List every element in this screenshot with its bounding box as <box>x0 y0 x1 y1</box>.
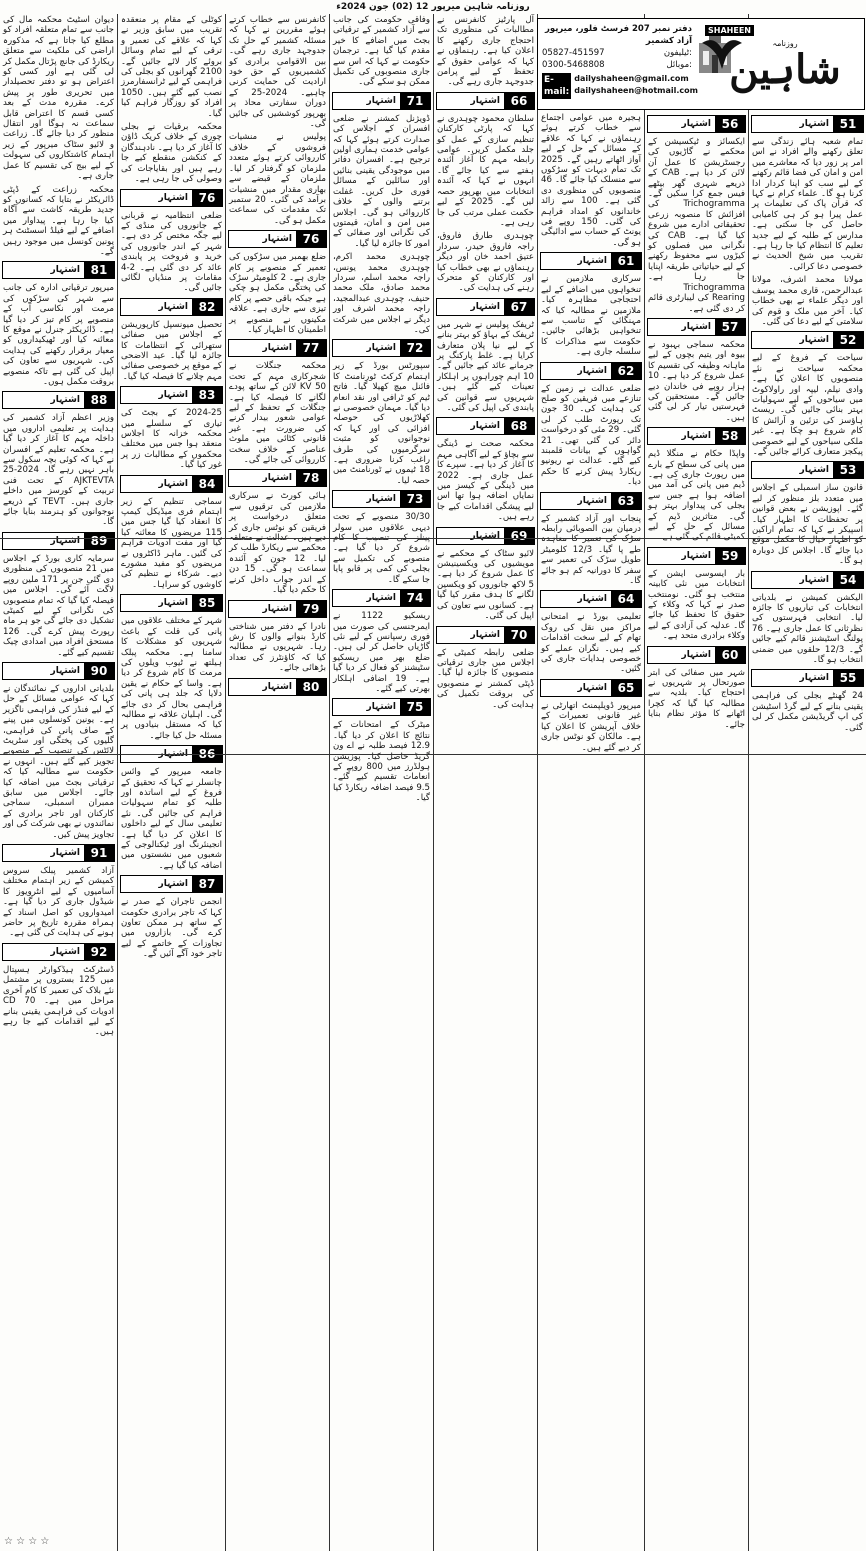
article-text: میرپور ترقیاتی ادارہ کی جانب سے شہر کی سڑکوں کی مرمت اور نکاسی آب کے منصوبے پر کام تیز کر دیا گیا ہے۔ ڈائریکٹر جنرل نے موقع کا معائنہ کیا اور ٹھیکیداروں کو معیار برقرار رکھنے کی ہدایت کی۔ شہریوں سے تعاون کی اپیل کی گئی ہے تاکہ منصوبے بروقت مکمل ہوں۔ <box>3 283 114 387</box>
notice-number: 61 <box>611 253 641 269</box>
column-7 <box>644 14 748 1551</box>
notice-label: اشتہار <box>262 234 292 245</box>
notice-number: 86 <box>192 746 222 762</box>
article-text: بلدیاتی اداروں کے نمائندگان نے کہا کہ عوامی مسائل کے حل کے لیے فنڈز کی فراہمی ناگزیر ہے۔ یونین کونسلوں میں پینے کے صاف پانی کی فراہمی، گلیوں کی پختگی اور سٹریٹ لائٹس کی تنصیب کے منصوبے تجویز کیے گئے ہیں۔ انہوں نے حکومت سے مطالبہ کیا کہ ترقیاتی بجٹ میں اضافہ کیا جائے۔ اجلاس میں سابق ممبران اسمبلی، سماجی کارکنان اور تاجر برادری کے نمائندوں نے بھی شرکت کی اور تجاویز پیش کیں۔ <box>3 683 114 840</box>
notice-box <box>647 427 746 445</box>
notice-number: 62 <box>611 363 641 379</box>
notice-number: 52 <box>833 332 863 348</box>
notice-number: 51 <box>833 116 863 132</box>
article-text: پنجاب اور آزاد کشمیر کے درمیان بین الصوبائی رابطہ سڑک کی تعمیر کا معاہدہ طے پا گیا۔ 12/3 کلومیٹر طویل سڑک کی تعمیر سے سفر کا دورانیہ کم ہو جائے گا۔ <box>541 513 641 587</box>
mobile-label: موبائل: <box>666 60 692 70</box>
notice-box <box>540 590 642 608</box>
notice-number: 77 <box>296 340 326 356</box>
notice-label: اشتہار <box>50 848 80 859</box>
article-text: محکمہ جنگلات نے شجرکاری مہم کے تحت 50 KV لائن کے ساتھ پودے لگانے کا فیصلہ کیا ہے۔ جنگلات کے تحفظ کے لیے عوامی شعور بیدار کرنے کی ضرورت ہے۔ غیر قانونی کٹائی میں ملوث عناصر کے خلاف سخت کارروائی کی جائے گی۔ <box>229 361 326 466</box>
notice-box <box>120 386 223 404</box>
article-text: محکمہ زراعت کے ڈپٹی ڈائریکٹر نے بتایا کہ کسانوں کو جدید طریقہ کاشت سے آگاہ کیا جا رہا ہے۔ پیداوار میں اضافے کے لیے فیلڈ اسسٹنٹ ہر یونین کونسل میں موجود رہیں گے۔ <box>3 184 114 257</box>
notice-label: اشتہار <box>681 431 711 442</box>
logo-tagline: روزنامہ <box>772 38 798 48</box>
notice-label: اشتہار <box>799 465 829 476</box>
article-text: وزیر اعظم آزاد کشمیر کی ہدایت پر تعلیمی اداروں میں داخلہ مہم کا آغاز کر دیا گیا ہے۔ محکمہ تعلیم کے افسران نے کہا کہ کوئی بچہ سکول سے باہر نہیں رہے گا۔ 2024-25 AJKTEVTA کے تحت فنی تربیت کے کورسز میں داخلے جاری ہیں۔ TEVT کے ذریعے نوجوانوں کو ہنرمند بنایا جائے گا۔ <box>3 413 114 528</box>
masthead <box>537 18 865 110</box>
article-text: سرمایہ کاری بورڈ کے اجلاس میں 21 منصوبوں کی منظوری دی گئی جن پر 171 ملین روپے لاگت آئے گی۔ اجلاس میں فیصلہ کیا گیا کہ تمام منصوبوں کی نگرانی کے لیے کمیٹی تشکیل دی جائے گی جو ہر ماہ رپورٹ پیش کرے گی۔ 126 مستحق افراد میں امدادی چیک تقسیم کیے گئے۔ <box>3 553 114 658</box>
notice-number: 91 <box>84 845 114 861</box>
notice-box <box>228 600 327 618</box>
notice-number: 67 <box>504 299 534 315</box>
article-text: واپڈا حکام نے منگلا ڈیم میں پانی کی سطح کے بارے میں رپورٹ جاری کی ہے۔ ڈیم میں پانی کی آمد میں اضافہ ہوا ہے جس سے بجلی کی پیداوار بہتر ہو گی۔ متاثرین ڈیم کے مسائل کے حل کے لیے کمیٹی قائم کی گئی ہے۔ <box>648 449 745 543</box>
article-text: پولیس نے منشیات فروشوں کے خلاف کارروائی کرتے ہوئے متعدد ملزمان کو گرفتار کر لیا۔ ملزمان کے قبضے سے بھاری مقدار میں منشیات برآمد کی گئی۔ 20 ستمبر تک مقدمات کی سماعت مکمل ہو گی۔ <box>229 132 326 226</box>
article-text: سرکاری ملازمین نے تنخواہوں میں اضافے کے لیے احتجاجی مظاہرہ کیا۔ ملازمین نے مطالبہ کیا کہ مہنگائی کے تناسب سے تنخواہیں بڑھائی جائیں۔ حکومت سے مذاکرات کا سلسلہ جاری ہے۔ <box>541 274 641 358</box>
notice-box <box>751 669 864 687</box>
notice-number: 57 <box>715 319 745 335</box>
notice-label: اشتہار <box>50 946 80 957</box>
notice-box <box>228 678 327 696</box>
notice-number: 65 <box>611 680 641 696</box>
tel-row <box>542 47 692 59</box>
notice-box <box>332 339 431 357</box>
column-5 <box>433 14 537 1551</box>
newspaper-logo <box>710 23 860 107</box>
tel-number: 05827-451597 <box>542 48 605 58</box>
office-address: دفتر نمبر 207 فرسٹ فلور، میرپور آزاد کشمیر <box>544 24 692 46</box>
notice-number: 80 <box>296 679 326 695</box>
article-text: وفاقی حکومت کی جانب سے آزاد کشمیر کے ترقیاتی بجٹ میں اضافے کا خیر مقدم کیا گیا ہے۔ ترجمان حکومت نے کہا کہ اس سے جاری منصوبوں کی تکمیل ممکن ہو سکے گی۔ <box>333 15 430 88</box>
notice-number: 72 <box>400 340 430 356</box>
notice-label: اشتہار <box>799 574 829 585</box>
notice-box <box>2 844 115 862</box>
notice-number: 63 <box>611 493 641 509</box>
column-8 <box>748 14 866 1551</box>
article-text: محکمہ برقیات نے بجلی چوری کے خلاف کریک ڈاؤن کا آغاز کر دیا ہے۔ نادہندگان کے کنکشن منقطع کیے جا رہے ہیں اور بقایاجات کی وصولی کی جا رہی ہے۔ <box>121 122 222 185</box>
notice-label: اشتہار <box>799 119 829 129</box>
notice-label: اشتہار <box>158 749 188 760</box>
notice-box <box>120 298 223 316</box>
article-text: سلطان محمود چوہدری نے کہا کہ پارٹی کارکنان تنظیم سازی کے عمل کو جلد مکمل کریں۔ عوامی رابطہ مہم کا آغاز آئندہ ہفتے سے کیا جائے گا۔ انہوں نے کہا کہ آئندہ انتخابات میں بھرپور حصہ لیں گے۔ 2025 کے لیے حکمت عملی مرتب کی جا رہی ہے۔ <box>437 113 534 228</box>
notice-label: اشتہار <box>158 301 188 312</box>
footer-stars: ☆ ☆ ☆ ☆ <box>4 1536 50 1547</box>
notice-box <box>540 362 642 380</box>
notice-number: 75 <box>400 699 430 715</box>
article-text: محکمہ صحت نے ڈینگی سے بچاؤ کے لیے آگاہی مہم کا آغاز کر دیا ہے۔ سپرے کا عمل جاری ہے۔ 2022 میں ڈینگی کے کیسز میں نمایاں اضافہ ہوا تھا اس لیے پیشگی اقدامات کیے جا رہے ہیں۔ <box>437 439 534 523</box>
logo-title: شاہین <box>729 45 841 93</box>
notice-number: 84 <box>192 476 222 492</box>
notice-label: اشتہار <box>681 119 711 129</box>
notice-box <box>332 92 431 110</box>
mobile-row <box>542 59 692 71</box>
notice-label: اشتہار <box>262 681 292 692</box>
notice-box <box>332 490 431 508</box>
notice-number: 59 <box>715 548 745 564</box>
notice-box <box>647 115 746 133</box>
notice-label: اشتہار <box>50 535 80 546</box>
article-text: ضلعی رابطہ کمیٹی کے اجلاس میں جاری ترقیاتی منصوبوں کا جائزہ لیا گیا۔ ڈپٹی کمشنر نے منصوبوں کی بروقت تکمیل کی ہدایت کی۔ <box>437 647 534 710</box>
notice-label: اشتہار <box>470 95 500 106</box>
notice-number: 55 <box>833 670 863 686</box>
notice-box <box>120 475 223 493</box>
article-text: لائیو سٹاک کے محکمے نے مویشیوں کی ویکسینیشن کا عمل شروع کر دیا ہے۔ 5 لاکھ جانوروں کو ویکسین لگانے کا ہدف مقرر کیا گیا ہے۔ کسانوں سے تعاون کی اپیل کی گئی۔ <box>437 548 534 622</box>
notice-box <box>2 261 115 279</box>
notice-label: اشتہار <box>262 473 292 484</box>
notice-number: 81 <box>84 262 114 278</box>
article-text: شہر میں صفائی کی ابتر صورتحال پر شہریوں نے احتجاج کیا۔ بلدیہ سے مطالبہ کیا گیا کہ کچرا اٹھانے کا مؤثر نظام بنایا جائے۔ <box>648 667 745 730</box>
article-text: سماجی تنظیم کے زیر اہتمام فری میڈیکل کیمپ کا انعقاد کیا گیا جس میں 115 مریضوں کا معائنہ کیا گیا اور مفت ادویات فراہم کی گئیں۔ ماہر ڈاکٹروں نے مریضوں کو مفید مشورے دیے۔ شرکاء نے تنظیم کی کاوشوں کو سراہا۔ <box>121 496 222 590</box>
mobile-number: 0300-5468808 <box>542 60 605 70</box>
article-text: ضلع بھمبر میں سڑکوں کی تعمیر کے منصوبے پر کام جاری ہے۔ 2 کلومیٹر سڑک کی پختگی مکمل ہو چکی ہے جبکہ باقی حصے پر کام تیزی سے جاری ہے۔ علاقہ مکینوں نے منصوبے پر اطمینان کا اظہار کیا۔ <box>229 252 326 335</box>
notice-box <box>540 252 642 270</box>
notice-box <box>436 298 535 316</box>
column-4 <box>329 14 433 1551</box>
notice-label: اشتہار <box>366 343 396 354</box>
notice-box <box>751 461 864 479</box>
notice-label: اشتہار <box>366 494 396 505</box>
notice-number: 54 <box>833 572 863 588</box>
article-text: مولانا محمد اشرف، مولانا عبدالرحمن، قاری محمد یوسف اور دیگر علماء نے بھی خطاب کیا۔ آخر میں ملک و قوم کی سلامتی کے لیے دعا کی گئی۔ <box>752 275 863 327</box>
notice-box <box>751 571 864 589</box>
article-text: شہر کے مختلف علاقوں میں پانی کی قلت کے باعث شہریوں کو مشکلات کا سامنا ہے۔ محکمہ پبلک ہیلتھ نے ٹیوب ویلوں کی مرمت کا کام شروع کر دیا ہے۔ واسا کے حکام نے یقین دلایا کہ جلد ہی پانی کی فراہمی بحال کر دی جائے گی۔ اہلیان علاقہ نے مطالبہ کیا کہ مستقل بنیادوں پر مسئلہ حل کیا جائے۔ <box>121 616 222 741</box>
notice-box <box>2 532 115 550</box>
article-text: ہائی کورٹ نے سرکاری ملازمین کی ترقیوں سے متعلق درخواست پر فریقین کو نوٹس جاری کر دیے ہیں۔ عدالت نے متعلقہ محکمے سے ریکارڈ طلب کر لیا۔ 12 جون کو آئندہ سماعت ہو گی۔ 15 دن کے اندر جواب داخل کرنے کا حکم دیا گیا۔ <box>229 491 326 596</box>
article-text: ڈسٹرکٹ ہیڈکوارٹر ہسپتال میں 125 بستروں پر مشتمل نئے بلاک کی تعمیر کا کام آخری مراحل میں ہے۔ 70 CD ادویات کی فراہمی یقینی بنانے کے لیے اقدامات کیے جا رہے ہیں۔ <box>3 964 115 1038</box>
notice-label: اشتہار <box>158 478 188 489</box>
notice-label: اشتہار <box>577 594 607 605</box>
notice-number: 76 <box>192 190 222 206</box>
article-text: قانون ساز اسمبلی کے اجلاس میں متعدد بلز منظور کر لیے گئے۔ اپوزیشن نے بعض قوانین پر تحفظات کا اظہار کیا۔ اسپیکر نے کہا کہ تمام اراکین کو اظہار خیال کا مکمل موقع دیا جائے گا۔ اجلاس کل دوبارہ ہو گا۔ <box>752 483 863 567</box>
notice-label: اشتہار <box>470 629 500 640</box>
notice-label: اشتہار <box>577 495 607 506</box>
notice-label: اشتہار <box>681 550 711 561</box>
notice-label: اشتہار <box>158 192 188 203</box>
notice-number: 60 <box>715 647 745 663</box>
notice-label: اشتہار <box>158 879 188 890</box>
notice-box <box>436 92 535 110</box>
column-3 <box>225 14 329 1551</box>
notice-number: 90 <box>84 663 114 679</box>
notice-box <box>647 646 746 664</box>
article-text: 30/30 منصوبے کے تحت دیہی علاقوں میں سولر پینلز کی تنصیب کا کام شروع کر دیا گیا ہے۔ منصوبے کی تکمیل سے بجلی کی کمی پر قابو پایا جا سکے گا۔ <box>333 512 430 585</box>
newspaper-page <box>0 14 866 1551</box>
article-text: دیوان اسٹیٹ محکمہ مال کی جانب سے تمام متعلقہ افراد کو مطلع کیا جاتا ہے کہ مذکورہ اراضی کی ملکیت سے متعلق ریکارڈ کی جانچ پڑتال مکمل کر لی گئی ہے اور کسی کو اعتراض ہو تو دفتر تحصیلدار میں تحریری طور پر پیش کرے۔ مقررہ مدت کے بعد کسی قسم کا اعتراض قابل سماعت نہ ہوگا اور انتقال منظور کر دیا جائے گا۔ زراعت و لائیو سٹاک میرپور کے زیر اہتمام کاشتکاروں کی سہولت کے لیے بیج کی تقسیم کا عمل جاری ہے۔ <box>3 15 114 182</box>
notice-number: 69 <box>504 528 534 544</box>
notice-label: اشتہار <box>366 593 396 604</box>
notice-box <box>540 679 642 697</box>
notice-number: 88 <box>84 392 114 408</box>
notice-label: اشتہار <box>262 603 292 614</box>
article-text: ضلعی عدالت نے زمین کے تنازعے میں فریقین کو صلح کی ہدایت کی۔ 30 جون تک رپورٹ طلب کر لی گئی۔ 29 مئی کو درخواست دائر کی گئی تھی۔ 21 گواہوں کے بیانات قلمبند کیے گئے۔ عدالت نے ریونیو ریکارڈ پیش کرنے کا حکم دیا۔ <box>541 383 641 488</box>
notice-box <box>228 469 327 487</box>
notice-label: اشتہار <box>577 365 607 376</box>
notice-box <box>2 662 115 680</box>
email-secondary[interactable]: dailyshaheen@hotmail.com <box>574 86 698 95</box>
article-text: ہجیرہ میں عوامی اجتماع سے خطاب کرتے ہوئے رہنماؤں نے کہا کہ علاقے کے مسائل کے حل کے لیے آواز اٹھاتے رہیں گے۔ 2025 تک تمام دیہات کو سڑکوں سے منسلک کیا جائے گا۔ 46 منصوبوں کی منظوری دی گئی ہے۔ 100 سے زائد خاندانوں کو امداد فراہم کی گئی۔ 150 روپے فی یونٹ کے حساب سے ادائیگی ہو گی۔ <box>541 113 641 248</box>
notice-number: 83 <box>192 387 222 403</box>
notice-number: 78 <box>296 470 326 486</box>
section-divider <box>0 538 866 539</box>
notice-number: 89 <box>84 533 114 549</box>
notice-number: 85 <box>192 595 222 611</box>
notice-number: 53 <box>833 462 863 478</box>
article-text: جامعہ میرپور کے وائس چانسلر نے کہا کہ تحقیق کے فروغ کے لیے اساتذہ اور طلبہ کو تمام سہولیات فراہم کی جائیں گی۔ نئے تعلیمی سال کے لیے داخلوں کا اعلان کر دیا گیا ہے۔ انجینئرنگ اور ٹیکنالوجی کے شعبوں میں نشستوں میں اضافہ کیا گیا ہے۔ <box>121 767 222 871</box>
notice-number: 56 <box>715 116 745 132</box>
notice-label: اشتہار <box>681 649 711 660</box>
notice-box <box>120 594 223 612</box>
notice-label: اشتہار <box>366 702 396 713</box>
notice-number: 68 <box>504 418 534 434</box>
article-text: سپورٹس بورڈ کے زیر اہتمام کرکٹ ٹورنامنٹ کا فائنل میچ کھیلا گیا۔ فاتح ٹیم کو ٹرافی اور نقد انعام دیا گیا۔ مہمان خصوصی نے کھلاڑیوں کی حوصلہ افزائی کی اور کہا کہ نوجوانوں کو مثبت سرگرمیوں کی طرف راغب کرنا ضروری ہے۔ 18 ٹیموں نے ٹورنامنٹ میں حصہ لیا۔ <box>333 361 430 486</box>
article-text: بار ایسوسی ایشن کے انتخابات میں نئی کابینہ منتخب ہو گئی۔ نومنتخب صدر نے کہا کہ وکلاء کے حقوق کا تحفظ کیا جائے گا۔ عدلیہ کی آزادی کے لیے وکلاء برادری متحد ہے۔ <box>648 568 745 642</box>
notice-box <box>120 875 223 893</box>
article-text: ٹریفک پولیس نے شہر میں ٹریفک کے بہاؤ کو بہتر بنانے کے لیے نیا پلان متعارف کرایا ہے۔ غلط پارکنگ پر جرمانے عائد کیے جائیں گے۔ 10 اہم چوراہوں پر اہلکار تعینات کیے گئے ہیں۔ شہریوں سے قوانین کی پابندی کی اپیل کی گئی۔ <box>437 319 534 413</box>
notice-number: 76 <box>296 231 326 247</box>
notice-number: 92 <box>84 944 114 960</box>
notice-label: اشتہار <box>470 301 500 312</box>
article-text: چوہدری طارق فاروق، راجہ فاروق حیدر، سردار عتیق احمد خان اور دیگر رہنماؤں نے بھی خطاب کیا اور کارکنان کو متحرک رہنے کی ہدایت کی۔ <box>437 231 534 294</box>
notice-label: اشتہار <box>158 390 188 401</box>
contact-info <box>542 23 698 99</box>
article-text: نادرا کے دفتر میں شناختی کارڈ بنوانے والوں کا رش رہا۔ شہریوں نے مطالبہ کیا کہ کاؤنٹرز کی تعداد بڑھائی جائے۔ <box>229 621 326 674</box>
notice-number: 74 <box>400 590 430 606</box>
notice-label: اشتہار <box>799 673 829 684</box>
notice-number: 87 <box>192 876 222 892</box>
notice-box <box>120 189 223 207</box>
notice-box <box>332 589 431 607</box>
email-primary[interactable]: dailyshaheen@gmail.com <box>574 74 689 83</box>
article-text: کانفرنس سے خطاب کرتے ہوئے مقررین نے کہا کہ مسئلہ کشمیر کے حل تک جدوجہد جاری رہے گی۔ بین الاقوامی برادری کو کشمیریوں کے حق خود ارادیت کی حمایت کرنی چاہیے۔ 2024-25 کے دوران سفارتی محاذ پر بھرپور کوششیں کی جائیں گی۔ <box>229 15 326 130</box>
article-text: میٹرک کے امتحانات کے نتائج کا اعلان کر دیا گیا۔ 12.9 فیصد طلبہ نے اے ون گریڈ حاصل کیا۔ پوزیشن ہولڈرز میں 800 روپے کے انعامات تقسیم کیے گئے۔ 9.5 فیصد اضافہ ریکارڈ کیا گیا۔ <box>333 720 430 804</box>
column-1 <box>0 14 117 1551</box>
notice-number: 82 <box>192 299 222 315</box>
notice-label: اشتہار <box>470 530 500 541</box>
article-text: ڈویژنل کمشنر نے ضلعی افسران کے اجلاس کی صدارت کرتے ہوئے کہا کہ عوامی خدمت ہماری اولین ترجیح ہے۔ افسران دفاتر میں موجودگی یقینی بنائیں اور سائلین کے مسائل فوری حل کریں۔ غفلت برتنے والوں کے خلاف کارروائی ہو گی۔ اجلاس میں امن و امان، قیمتوں کی نگرانی اور صفائی کے امور کا جائزہ لیا گیا۔ <box>333 113 430 249</box>
notice-number: 71 <box>400 93 430 109</box>
article-text: ضلعی انتظامیہ نے قربانی کے جانوروں کی منڈی کے لیے جگہ مختص کر دی ہے۔ شہر کے اندر جانوروں کی خرید و فروخت پر پابندی عائد کر دی گئی ہے۔ 2-4 مقامات پر منڈیاں لگائی جائیں گی۔ <box>121 210 222 294</box>
notice-box <box>2 943 115 961</box>
notice-box <box>2 391 115 409</box>
notice-box <box>436 417 535 435</box>
notice-box <box>436 626 535 644</box>
article-text: تعلیمی بورڈ نے امتحانی مراکز میں نقل کی روک تھام کے لیے سخت اقدامات کیے ہیں۔ نگران عملے کو خصوصی ہدایات جاری کی گئیں۔ <box>541 612 641 675</box>
article-text: کوٹلی کے مقام پر منعقدہ تقریب میں سابق وزیر نے کہا کہ علاقے کی تعمیر و ترقی کے لیے تمام وسائل بروئے کار لائے جائیں گے۔ 2100 گھرانوں کو بجلی کی فراہمی کے لیے ٹرانسفارمرز نصب کیے گئے ہیں۔ 1050 افراد کو روزگار فراہم کیا گیا۔ <box>121 15 222 119</box>
email-label: E-mail: <box>544 75 570 97</box>
article-text: ریسکیو 1122 نے ایمرجنسی کی صورت میں فوری رسپانس کے لیے نئی گاڑیاں حاصل کر لی ہیں۔ ضلع بھر میں ریسکیو سٹیشنز کو فعال کر دیا گیا ہے۔ 19 اضافی اہلکار بھرتی کیے گئے۔ <box>333 611 430 694</box>
notice-box <box>647 318 746 336</box>
article-text: آزاد کشمیر پبلک سروس کمیشن کے زیر اہتمام مختلف آسامیوں کے لیے انٹرویوز کا شیڈول جاری کر دیا گیا ہے۔ امیدواروں کو اصل اسناد کے ہمراہ مقررہ تاریخ پر حاضر ہونے کی ہدایت کی گئی ہے۔ <box>3 866 114 939</box>
notice-number: 64 <box>611 591 641 607</box>
article-text: میرپور ڈویلپمنٹ اتھارٹی نے غیر قانونی تعمیرات کے خلاف آپریشن کا اعلان کیا ہے۔ مالکان کو نوٹس جاری کر دیے گئے ہیں۔ <box>541 700 641 753</box>
article-text: تمام شعبہ ہائے زندگی سے تعلق رکھنے والے افراد نے اس امر پر زور دیا کہ معاشرے میں امن و امان کی فضا قائم رکھنے کے لیے سب کو اپنا کردار ادا کرنا ہو گا۔ علماء کرام نے کہا کہ قرآن پاک کی تعلیمات پر عمل پیرا ہو کر ہی کامیابی حاصل کی جا سکتی ہے۔ مدارس کے طلبہ کے لیے جدید تعلیم کا انتظام کیا جا رہا ہے۔ تقریب میں شیخ الحدیث نے خصوصی دعا کرائی۔ <box>752 137 863 272</box>
notice-label: اشتہار <box>50 265 80 276</box>
section-divider <box>0 754 866 755</box>
article-text: تحصیل میونسپل کارپوریشن کے اجلاس میں صفائی ستھرائی کے انتظامات کا جائزہ لیا گیا۔ عید الاضحی کے موقع پر خصوصی صفائی مہم چلانے کا فیصلہ کیا گیا۔ <box>121 319 222 382</box>
notice-box <box>751 115 864 133</box>
notice-label: اشتہار <box>50 665 80 676</box>
notice-label: اشتہار <box>470 421 500 432</box>
notice-number: 70 <box>504 627 534 643</box>
article-text: آل پارٹیز کانفرنس نے مطالبات کی منظوری تک احتجاج جاری رکھنے کا اعلان کیا ہے۔ رہنماؤں نے کہا کہ عوامی حقوق کے تحفظ کے لیے پرامن جدوجہد جاری رہے گی۔ <box>437 15 534 88</box>
article-text: سیاحت کے فروغ کے لیے محکمہ سیاحت نے نئے منصوبوں کا اعلان کیا ہے۔ وادی نیلم، لیپہ اور راولاکوٹ میں سیاحوں کے لیے سہولیات بہتر بنائی جائیں گی۔ ریسٹ ہاؤسز کی تزئین و آرائش کا کام شروع ہو چکا ہے۔ غیر ملکی سیاحوں کے لیے خصوصی پیکجز متعارف کرائے جائیں گے۔ <box>752 353 863 457</box>
notice-box <box>540 492 642 510</box>
notice-box <box>228 230 327 248</box>
notice-label: اشتہار <box>577 682 607 693</box>
notice-label: اشتہار <box>158 598 188 609</box>
article-text: 2024-25 کے بجٹ کی تیاری کے سلسلے میں محکمہ خزانہ کا اجلاس منعقد ہوا جس میں مختلف محکموں کے مطالبات زر پر غور کیا گیا۔ <box>121 408 222 471</box>
article-text: محکمہ سماجی بہبود نے بیوہ اور یتیم بچوں کے لیے ماہانہ وظیفہ کی تقسیم کا عمل شروع کر دیا ہے۔ 10 ہزار روپے فی خاندان دیے جائیں گے۔ مستحقین کی فہرستیں تیار کر لی گئی ہیں۔ <box>648 339 745 423</box>
article-text: الیکشن کمیشن نے بلدیاتی انتخابات کی تیاریوں کا جائزہ لیا۔ انتخابی فہرستوں کی نظرثانی کا عمل جاری ہے۔ 76 پولنگ اسٹیشنز قائم کیے جائیں گے۔ 12/3 حلقوں میں ضمنی انتخاب ہو گا۔ <box>752 592 863 666</box>
notice-number: 79 <box>296 601 326 617</box>
notice-label: اشتہار <box>366 95 396 106</box>
article-text: ایکسائز و ٹیکسیشن کے محکمے نے گاڑیوں کی رجسٹریشن کا عمل آن لائن کر دیا ہے۔ CAB کے ذریعے شہری گھر بیٹھے فیس جمع کرا سکیں گے۔ Trichogramma کی افزائش کا منصوبہ زرعی تحقیقاتی ادارے میں شروع کیا گیا ہے۔ CAB کی نگرانی میں فصلوں کو کیڑوں سے محفوظ رکھنے کے لیے حیاتیاتی طریقہ اپنایا جا رہا ہے۔ Trichogramma Rearing کی لیبارٹری قائم کر دی گئی ہے۔ <box>648 137 745 314</box>
article-text: انجمن تاجران کے صدر نے کہا کہ تاجر برادری حکومت کے ساتھ ہر ممکن تعاون کرے گی۔ بازاروں میں تجاوزات کے خاتمے کے لیے تاجر خود آگے آئیں گے۔ <box>121 897 222 960</box>
column-2 <box>117 14 225 1551</box>
email-row <box>542 73 698 99</box>
notice-label: اشتہار <box>577 256 607 267</box>
notice-number: 66 <box>504 93 534 109</box>
notice-number: 73 <box>400 491 430 507</box>
logo-latin: SHAHEEN <box>705 25 754 36</box>
notice-label: اشتہار <box>50 395 80 406</box>
notice-box <box>228 339 327 357</box>
column-6 <box>537 14 644 1551</box>
notice-label: اشتہار <box>262 343 292 354</box>
dateline: روزنامہ شاہین میرپور 12 (02) جون 2024ء <box>336 2 530 12</box>
notice-box <box>647 547 746 565</box>
notice-box <box>436 527 535 545</box>
notice-number: 58 <box>715 428 745 444</box>
tel-label: ٹیلیفون: <box>663 48 692 58</box>
notice-label: اشتہار <box>799 335 829 346</box>
notice-label: اشتہار <box>681 321 711 332</box>
notice-box <box>751 331 864 349</box>
notice-box <box>332 698 431 716</box>
article-text: 24 گھنٹے بجلی کی فراہمی یقینی بنانے کے لیے گرڈ اسٹیشن کی اپ گریڈیشن مکمل کر لی گئی۔ <box>752 691 863 733</box>
article-text: چوہدری محمد اکرم، چوہدری محمد یونس، راجہ محمد اسلم، سردار محمد صادق، ملک محمد حنیف، چوہدری عبدالمجید، راجہ محمد اشرف اور دیگر نے اجلاس میں شرکت کی۔ <box>333 252 430 335</box>
